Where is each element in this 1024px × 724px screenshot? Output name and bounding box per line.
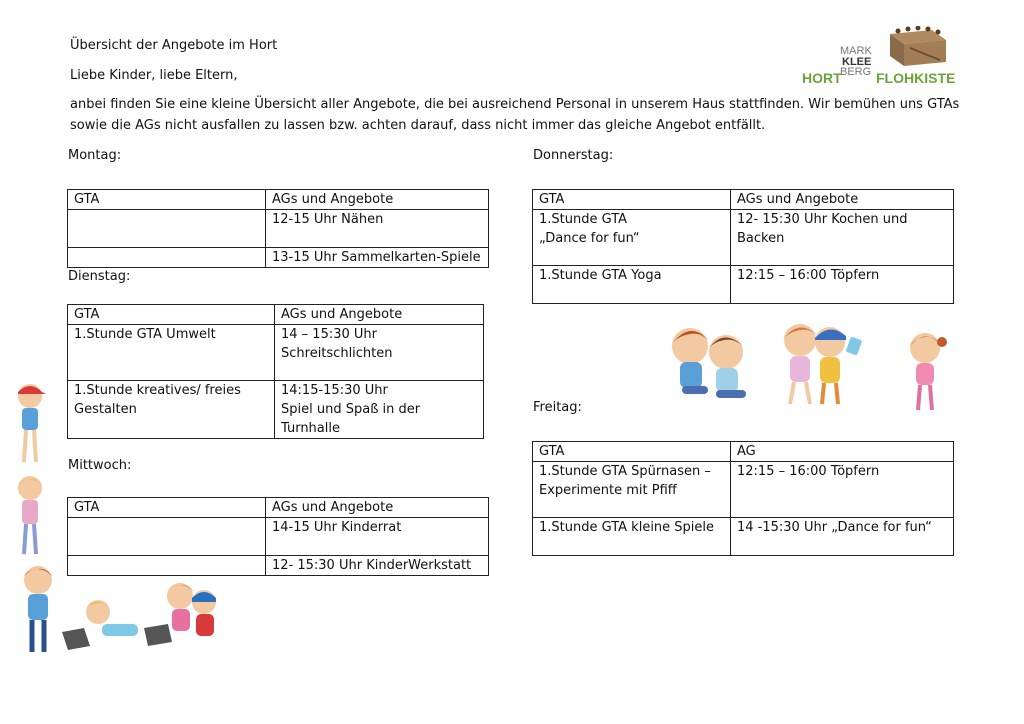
table-header-row — [68, 498, 489, 518]
gta-line-1: 1.Stunde GTA kleine Spiele — [539, 520, 715, 535]
table-row — [533, 462, 954, 518]
dienstag-label: Dienstag: — [68, 269, 131, 284]
kids-laptop-clipart — [12, 562, 222, 658]
mittwoch-label: Mittwoch: — [68, 458, 132, 473]
intro-line-1: anbei finden Sie eine kleine Übersicht aller Angebote, die bei ausreichend Personal in unserem Haus stattfinden. Wir bemühen uns GTAs — [70, 97, 960, 112]
gta-cell — [533, 266, 731, 304]
col-ag-header: AGs und Angebote — [266, 190, 489, 210]
kids-clipart-right — [660, 318, 960, 418]
gta-line-2: Experimente mit Pfiff — [539, 483, 677, 498]
col-gta-header: GTA — [68, 305, 275, 325]
ag-cell — [275, 325, 484, 381]
girl-pigtails-icon — [18, 476, 42, 554]
gta-line-2: „Dance for fun“ — [539, 231, 640, 246]
gta-line-1: 1.Stunde GTA — [539, 212, 628, 227]
gta-line-1: 1.Stunde GTA Spürnasen – — [539, 464, 711, 479]
table-row — [533, 518, 954, 556]
freitag-label: Freitag: — [533, 400, 582, 415]
col-ag-header: AGs und Angebote — [731, 190, 954, 210]
gta-cell — [68, 325, 275, 381]
gta-cell — [68, 210, 266, 248]
col-gta-header: GTA — [533, 442, 731, 462]
sitting-kids-icon — [672, 328, 746, 398]
gta-cell — [68, 381, 275, 439]
ag-cell: 12- 15:30 Uhr KinderWerkstatt — [266, 556, 489, 576]
col-gta-header: GTA — [533, 190, 731, 210]
logo-flohkiste: FLOHKISTE — [876, 70, 956, 86]
gta-line-1: 1.Stunde kreatives/ freies — [74, 383, 241, 398]
greeting: Liebe Kinder, liebe Eltern, — [70, 68, 238, 83]
kids-group-laptop-icon — [144, 583, 216, 646]
gta-cell — [533, 518, 731, 556]
playing-kids-icon — [784, 324, 862, 404]
table-header-row — [533, 190, 954, 210]
ag-line-1: 14:15-15:30 Uhr — [281, 383, 388, 398]
montag-table — [67, 189, 489, 268]
table-row — [68, 248, 489, 268]
ag-line-2: Spiel und Spaß in der Turnhalle — [281, 402, 421, 436]
waving-boy-icon — [24, 566, 52, 652]
table-row — [68, 210, 489, 248]
gta-cell — [533, 210, 731, 266]
ag-line-2: Schreitschlichten — [281, 346, 393, 361]
montag-label: Montag: — [68, 148, 122, 163]
gta-cell — [68, 518, 266, 556]
col-ag-header: AGs und Angebote — [266, 498, 489, 518]
logo-klee: KLEE — [842, 56, 872, 68]
col-gta-header: GTA — [68, 498, 266, 518]
kids-clipart-left — [8, 378, 52, 558]
page-title: Übersicht der Angebote im Hort — [70, 38, 278, 53]
dienstag-table — [67, 304, 484, 439]
table-row — [68, 518, 489, 556]
girl-laptop-icon — [62, 600, 138, 650]
intro-line-2: sowie die AGs nicht ausfallen zu lassen bzw. achten darauf, dass nicht immer das gleiche Angebot entfällt. — [70, 118, 766, 133]
table-row — [68, 325, 484, 381]
table-row — [533, 210, 954, 266]
ag-cell: 14-15 Uhr Kinderrat — [266, 518, 489, 556]
ag-cell: 13-15 Uhr Sammelkarten-Spiele — [266, 248, 489, 268]
table-header-row — [533, 442, 954, 462]
logo-hort: HORT — [802, 70, 842, 86]
ag-cell — [275, 381, 484, 439]
intro-text — [70, 94, 960, 136]
col-ag-header: AGs und Angebote — [275, 305, 484, 325]
boy-cap-icon — [18, 384, 46, 462]
table-row — [68, 381, 484, 439]
girl-icon — [910, 333, 947, 410]
donnerstag-label: Donnerstag: — [533, 148, 614, 163]
gta-cell — [68, 248, 266, 268]
table-header-row — [68, 305, 484, 325]
gta-cell — [533, 462, 731, 518]
table-header-row — [68, 190, 489, 210]
logo-berg: BERG — [840, 66, 872, 78]
donnerstag-table — [532, 189, 954, 304]
col-ag-header: AG — [731, 442, 954, 462]
hort-flohkiste-logo — [800, 26, 960, 88]
col-gta-header: GTA — [68, 190, 266, 210]
gta-line-2: Gestalten — [74, 402, 137, 417]
ag-cell: 14 -15:30 Uhr „Dance for fun“ — [731, 518, 954, 556]
logo-mark: MARK — [840, 45, 872, 57]
ag-cell: 12:15 – 16:00 Töpfern — [731, 266, 954, 304]
ag-cell: 12:15 – 16:00 Töpfern — [731, 462, 954, 518]
ag-cell: 12-15 Uhr Nähen — [266, 210, 489, 248]
ag-cell: 12- 15:30 Uhr Kochen und Backen — [731, 210, 954, 266]
ag-line-1: 14 – 15:30 Uhr — [281, 327, 378, 342]
table-row — [533, 266, 954, 304]
gta-line-1: 1.Stunde GTA Yoga — [539, 268, 662, 283]
box-icon — [890, 26, 946, 66]
freitag-table — [532, 441, 954, 556]
gta-line-1: 1.Stunde GTA Umwelt — [74, 327, 216, 342]
